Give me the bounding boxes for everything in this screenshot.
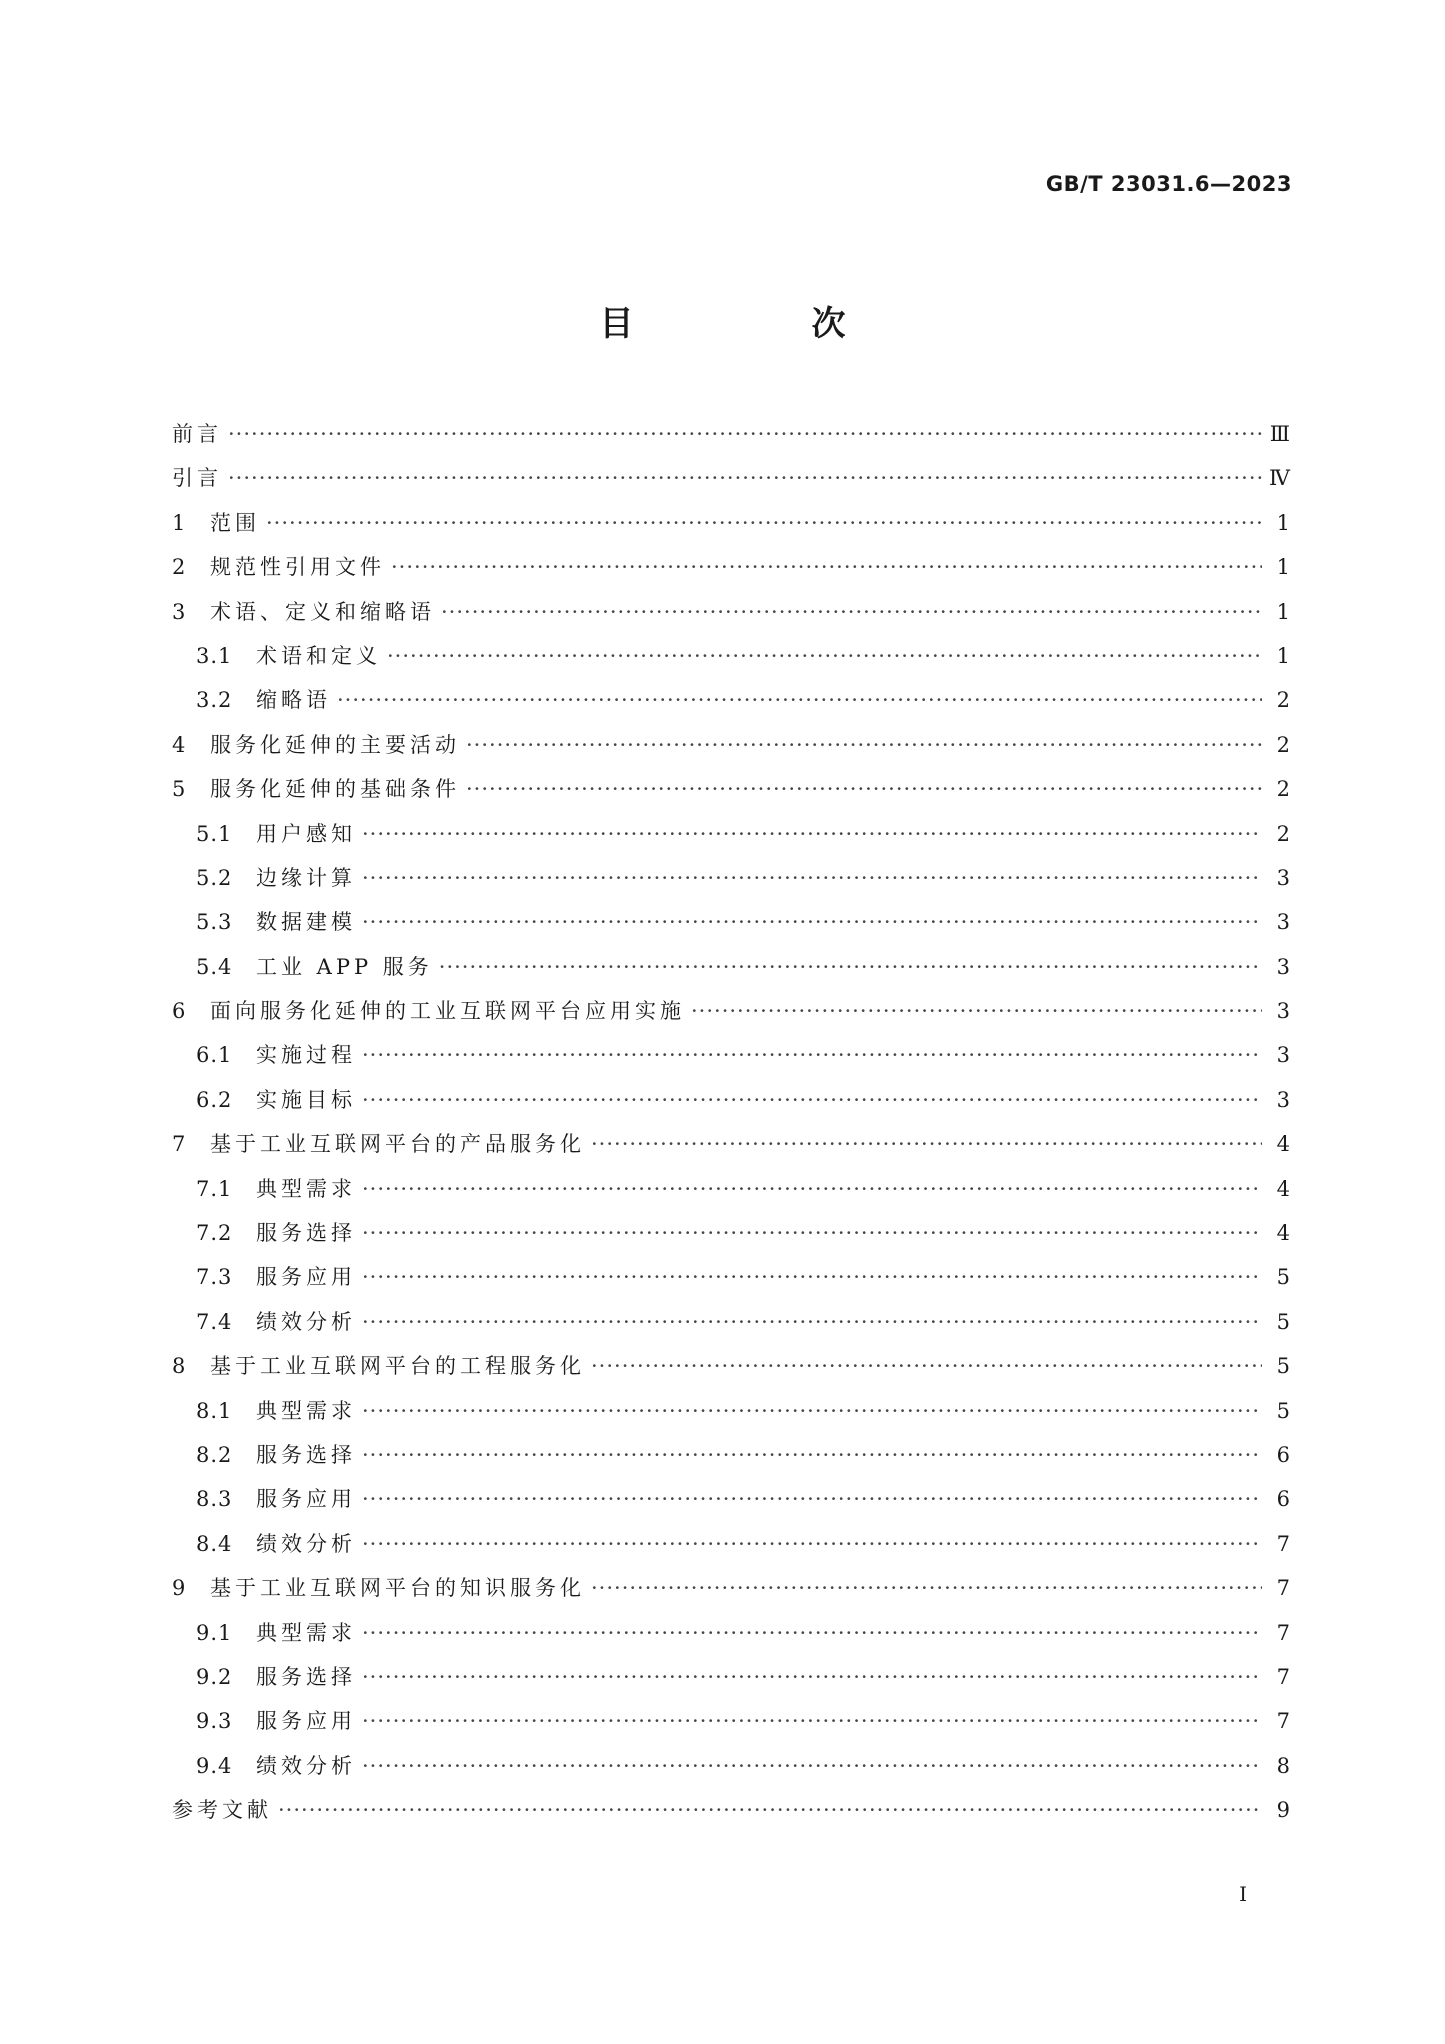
toc-dot-leader: [362, 1389, 1262, 1433]
toc-dot-leader: [362, 1255, 1262, 1299]
toc-entry-number: 3.2: [196, 688, 233, 713]
toc-dot-leader: [362, 1744, 1262, 1788]
toc-entry-label: 工业 APP 服务: [256, 954, 433, 979]
toc-entry-page: 7: [1276, 1620, 1290, 1645]
toc-entry-label: 用户感知: [256, 821, 356, 846]
toc-entry-page: 9: [1276, 1798, 1290, 1823]
toc-entry-page: 5: [1276, 1398, 1290, 1423]
toc-dot-leader: [362, 900, 1262, 944]
toc-entry[interactable]: [172, 545, 1290, 589]
toc-entry-number: 7.1: [196, 1176, 233, 1201]
toc-entry-number: 9.3: [196, 1709, 233, 1734]
toc-entry-page: 5: [1276, 1354, 1290, 1379]
toc-entry-number: 2: [172, 555, 187, 580]
toc-dot-leader: [362, 856, 1262, 900]
toc-entry-number: 4: [172, 732, 187, 757]
toc-dot-leader: [391, 545, 1262, 589]
toc-entry-label: 前言: [172, 422, 222, 446]
toc-entry-number: 5.4: [196, 954, 233, 979]
toc-entry-page: 3: [1276, 910, 1290, 935]
toc-entry-number: 7.3: [196, 1265, 233, 1290]
toc-entry-page: Ⅲ: [1269, 422, 1290, 446]
toc-entry-label: 范围: [210, 510, 260, 535]
toc-entry-page: 4: [1276, 1132, 1290, 1157]
toc-entry-page: 5: [1276, 1309, 1290, 1334]
toc-entry[interactable]: [172, 1344, 1290, 1388]
toc-entry-number: 9.4: [196, 1753, 233, 1778]
toc-entry-page: 2: [1276, 821, 1290, 846]
toc-entry-label: 实施过程: [256, 1043, 356, 1068]
toc-entry-number: 8: [172, 1354, 187, 1379]
toc-dot-leader: [362, 1433, 1262, 1477]
toc-dot-leader: [337, 678, 1262, 722]
toc-entry[interactable]: [172, 456, 1290, 500]
toc-entry[interactable]: [172, 590, 1290, 634]
toc-entry-page: 7: [1276, 1576, 1290, 1601]
toc-dot-leader: [362, 1522, 1262, 1566]
toc-entry-page: 4: [1276, 1176, 1290, 1201]
toc-entry-page: 4: [1276, 1221, 1290, 1246]
toc-entry-number: 9.1: [196, 1620, 233, 1645]
toc-entry-number: 3: [172, 599, 187, 624]
toc-entry[interactable]: [172, 989, 1290, 1033]
toc-entry-page: 3: [1276, 1087, 1290, 1112]
toc-entry-number: 6: [172, 999, 187, 1024]
toc-entry[interactable]: [172, 1389, 1290, 1433]
toc-entry-label: 术语和定义: [256, 643, 381, 668]
toc-entry-label: 典型需求: [256, 1620, 356, 1645]
standard-number: GB/T 23031.6—2023: [1045, 172, 1292, 196]
toc-dot-leader: [266, 501, 1262, 545]
toc-dot-leader: [691, 989, 1262, 1033]
toc-entry-label: 典型需求: [256, 1398, 356, 1423]
toc-entry[interactable]: [172, 812, 1290, 856]
toc-entry-number: 7.2: [196, 1221, 233, 1246]
toc-entry[interactable]: [172, 723, 1290, 767]
toc-entry[interactable]: [172, 1699, 1290, 1743]
toc-entry[interactable]: [172, 1033, 1290, 1077]
toc-entry-label: 服务应用: [256, 1487, 356, 1512]
toc-entry[interactable]: [172, 1211, 1290, 1255]
toc-entry-page: 7: [1276, 1664, 1290, 1689]
toc-entry-page: 8: [1276, 1753, 1290, 1778]
toc-entry-number: 5.1: [196, 821, 233, 846]
toc-entry-page: 1: [1276, 510, 1290, 535]
toc-entry-label: 典型需求: [256, 1176, 356, 1201]
toc-dot-leader: [466, 723, 1262, 767]
toc-entry-label: 参考文献: [172, 1798, 272, 1823]
toc-entry[interactable]: [172, 1300, 1290, 1344]
toc-entry-number: 5: [172, 777, 187, 802]
toc-entry[interactable]: [172, 678, 1290, 722]
toc-entry-label: 绩效分析: [256, 1309, 356, 1334]
toc-entry[interactable]: [172, 634, 1290, 678]
toc-dot-leader: [362, 1477, 1262, 1521]
toc-entry[interactable]: [172, 1788, 1290, 1832]
toc-dot-leader: [362, 1699, 1262, 1743]
toc-entry-label: 缩略语: [256, 688, 331, 713]
toc-entry[interactable]: [172, 412, 1290, 456]
toc-entry-label: 绩效分析: [256, 1753, 356, 1778]
toc-entry-label: 术语、定义和缩略语: [210, 599, 435, 624]
toc-entry-page: 6: [1276, 1442, 1290, 1467]
toc-dot-leader: [439, 945, 1262, 989]
toc-dot-leader: [362, 1167, 1262, 1211]
page-title: 目 次: [599, 304, 918, 344]
toc-entry-page: 3: [1276, 865, 1290, 890]
toc-entry-label: 基于工业互联网平台的知识服务化: [210, 1576, 585, 1601]
toc-entry[interactable]: [172, 856, 1290, 900]
toc-entry-label: 服务应用: [256, 1265, 356, 1290]
toc-entry[interactable]: [172, 1167, 1290, 1211]
toc-dot-leader: [362, 1078, 1262, 1122]
toc-entry[interactable]: [172, 900, 1290, 944]
toc-entry[interactable]: [172, 1566, 1290, 1610]
toc-entry[interactable]: [172, 1122, 1290, 1166]
toc-entry-number: 5.2: [196, 865, 233, 890]
toc-entry-label: 基于工业互联网平台的工程服务化: [210, 1354, 585, 1379]
toc-entry-page: 6: [1276, 1487, 1290, 1512]
toc-entry-label: 边缘计算: [256, 865, 356, 890]
toc-entry-label: 服务化延伸的基础条件: [210, 777, 460, 802]
toc-entry-label: 服务选择: [256, 1442, 356, 1467]
toc-entry-label: 服务化延伸的主要活动: [210, 732, 460, 757]
toc-entry[interactable]: [172, 1433, 1290, 1477]
toc-entry[interactable]: [172, 1655, 1290, 1699]
toc-entry-number: 8.3: [196, 1487, 233, 1512]
toc-entry-number: 1: [172, 510, 187, 535]
toc-entry[interactable]: [172, 1611, 1290, 1655]
toc-entry-label: 基于工业互联网平台的产品服务化: [210, 1132, 585, 1157]
toc-entry-label: 实施目标: [256, 1087, 356, 1112]
toc-entry-number: 9: [172, 1576, 187, 1601]
toc-dot-leader: [362, 812, 1262, 856]
toc-dot-leader: [278, 1788, 1262, 1832]
toc-entry-label: 绩效分析: [256, 1531, 356, 1556]
toc-dot-leader: [441, 590, 1262, 634]
toc-entry[interactable]: [172, 1744, 1290, 1788]
toc-dot-leader: [591, 1566, 1262, 1610]
toc-entry-page: 2: [1276, 732, 1290, 757]
toc-entry-label: 引言: [172, 466, 222, 491]
toc-entry-page: 3: [1276, 954, 1290, 979]
toc-dot-leader: [228, 456, 1262, 500]
toc-entry-number: 7.4: [196, 1309, 233, 1334]
toc-entry-page: 2: [1276, 777, 1290, 802]
toc-entry[interactable]: [172, 1522, 1290, 1566]
toc-entry-number: 7: [172, 1132, 187, 1157]
toc-dot-leader: [466, 767, 1262, 811]
toc-entry[interactable]: [172, 945, 1290, 989]
toc-entry-label: 数据建模: [256, 910, 356, 935]
toc-entry-page: 1: [1276, 599, 1290, 624]
toc-entry-label: 规范性引用文件: [210, 555, 385, 580]
toc-entry-page: 7: [1276, 1709, 1290, 1734]
toc-dot-leader: [362, 1033, 1262, 1077]
toc-entry-page: 3: [1276, 999, 1290, 1024]
toc-entry-number: 6.1: [196, 1043, 233, 1068]
toc-entry[interactable]: [172, 1477, 1290, 1521]
toc-entry-page: 5: [1276, 1265, 1290, 1290]
toc-dot-leader: [362, 1611, 1262, 1655]
toc-entry-page: 1: [1276, 643, 1290, 668]
toc-entry[interactable]: [172, 501, 1290, 545]
toc-entry-number: 8.1: [196, 1398, 233, 1423]
toc-dot-leader: [387, 634, 1262, 678]
page-number: Ⅰ: [1239, 1882, 1247, 1906]
toc-entry[interactable]: [172, 767, 1290, 811]
toc-entry-page: 1: [1276, 555, 1290, 580]
toc-entry-label: 服务选择: [256, 1664, 356, 1689]
toc-entry-number: 8.2: [196, 1442, 233, 1467]
toc-entry-number: 8.4: [196, 1531, 233, 1556]
table-of-contents: [172, 412, 1290, 1833]
toc-dot-leader: [591, 1122, 1262, 1166]
toc-dot-leader: [591, 1344, 1262, 1388]
toc-dot-leader: [362, 1211, 1262, 1255]
toc-entry[interactable]: [172, 1078, 1290, 1122]
toc-entry-number: 3.1: [196, 643, 233, 668]
toc-dot-leader: [362, 1300, 1262, 1344]
toc-entry-page: 7: [1276, 1531, 1290, 1556]
toc-dot-leader: [228, 412, 1262, 456]
toc-entry-page: Ⅳ: [1269, 466, 1290, 491]
toc-entry-label: 面向服务化延伸的工业互联网平台应用实施: [210, 999, 685, 1024]
toc-entry-number: 6.2: [196, 1087, 233, 1112]
toc-entry-page: 2: [1276, 688, 1290, 713]
toc-entry-page: 3: [1276, 1043, 1290, 1068]
toc-entry-number: 5.3: [196, 910, 233, 935]
toc-entry-number: 9.2: [196, 1664, 233, 1689]
toc-dot-leader: [362, 1655, 1262, 1699]
toc-entry-label: 服务选择: [256, 1221, 356, 1246]
toc-entry[interactable]: [172, 1255, 1290, 1299]
toc-entry-label: 服务应用: [256, 1709, 356, 1734]
